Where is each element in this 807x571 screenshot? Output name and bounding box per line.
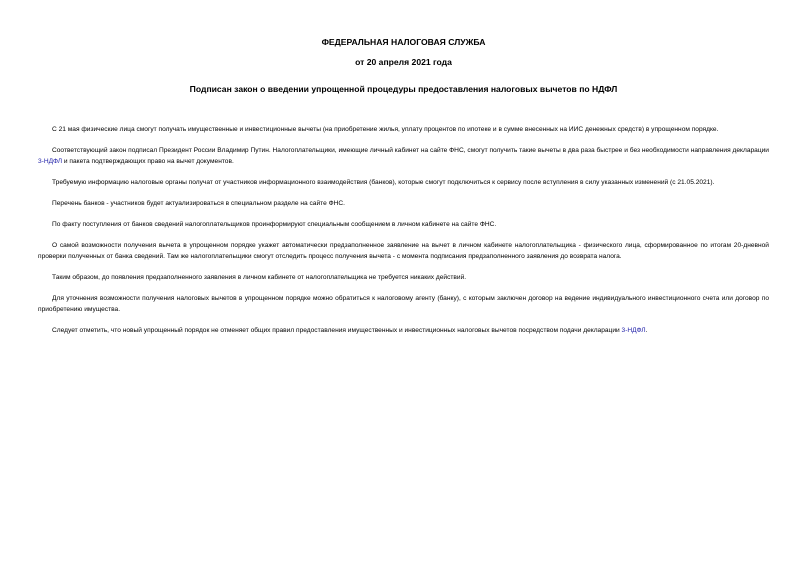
paragraph-text: Следует отметить, что новый упрощенный порядок не отменяет общих правил предоставления имущественных и инвестиционных налоговых вычетов посредством подачи декларации bbox=[52, 326, 622, 334]
paragraph: Таким образом, до появления предзаполненного заявления в личном кабинете от налогоплательщика не требуется никаких действий. bbox=[52, 273, 467, 281]
document-title: Подписан закон о введении упрощенной процедуры предоставления налоговых вычетов по НДФЛ bbox=[189, 84, 618, 94]
document-body bbox=[38, 125, 769, 337]
ndfl-3-link[interactable]: 3-НДФЛ bbox=[38, 157, 63, 165]
paragraph: С 21 мая физические лица смогут получать имущественные и инвестиционные вычеты (на приобретение жилья, уплату процентов по ипотеке и в сумме внесенных на ИИС денежных средств) в упрощенном порядке. bbox=[52, 126, 719, 133]
agency-name: ФЕДЕРАЛЬНАЯ НАЛОГОВАЯ СЛУЖБА bbox=[321, 37, 486, 47]
paragraph: О самой возможности получения вычета в упрощенном порядке укажет автоматически предзаполненное заявление на вычет в личном кабинете налогоплательщика - физического лица, сформированное по итогам 20-дневной проверки полученных от банка сведений. Там же налогоплательщики смогут отследить процесс получения вычета - с момента подписания предзаполненного заявления до возврата налога. bbox=[38, 242, 769, 260]
paragraph-text: . bbox=[645, 326, 648, 334]
document-date: от 20 апреля 2021 года bbox=[355, 57, 452, 67]
paragraph bbox=[38, 146, 769, 167]
ndfl-3-link[interactable]: 3-НДФЛ bbox=[621, 326, 646, 334]
paragraph: По факту поступления от банков сведений налогоплательщиков проинформируют специальным сообщением в личном кабинете на сайте ФНС. bbox=[52, 221, 497, 229]
paragraph-text: Соответствующий закон подписал Президент России Владимир Путин. Налогоплательщики, имеющие личный кабинет на сайте ФНС, смогут получить такие вычеты в два раза быстрее и без необходимости направления декларации bbox=[52, 147, 769, 155]
paragraph: Для уточнения возможности получения налоговых вычетов в упрощенном порядке можно обратиться к налоговому агенту (банку), с которым заключен договор на ведение индивидуального инвестиционного счета или договор по приобретению имущества. bbox=[38, 295, 769, 313]
paragraph: Требуемую информацию налоговые органы получат от участников информационного взаимодействия (банков), которые смогут подключиться к сервису после вступления в силу указанных изменений (с 21.05.2021). bbox=[52, 178, 715, 186]
paragraph-text: и пакета подтверждающих право на вычет документов. bbox=[62, 157, 234, 165]
paragraph bbox=[38, 326, 769, 337]
paragraph: Перечень банков - участников будет актуализироваться в специальном разделе на сайте ФНС. bbox=[52, 199, 345, 207]
